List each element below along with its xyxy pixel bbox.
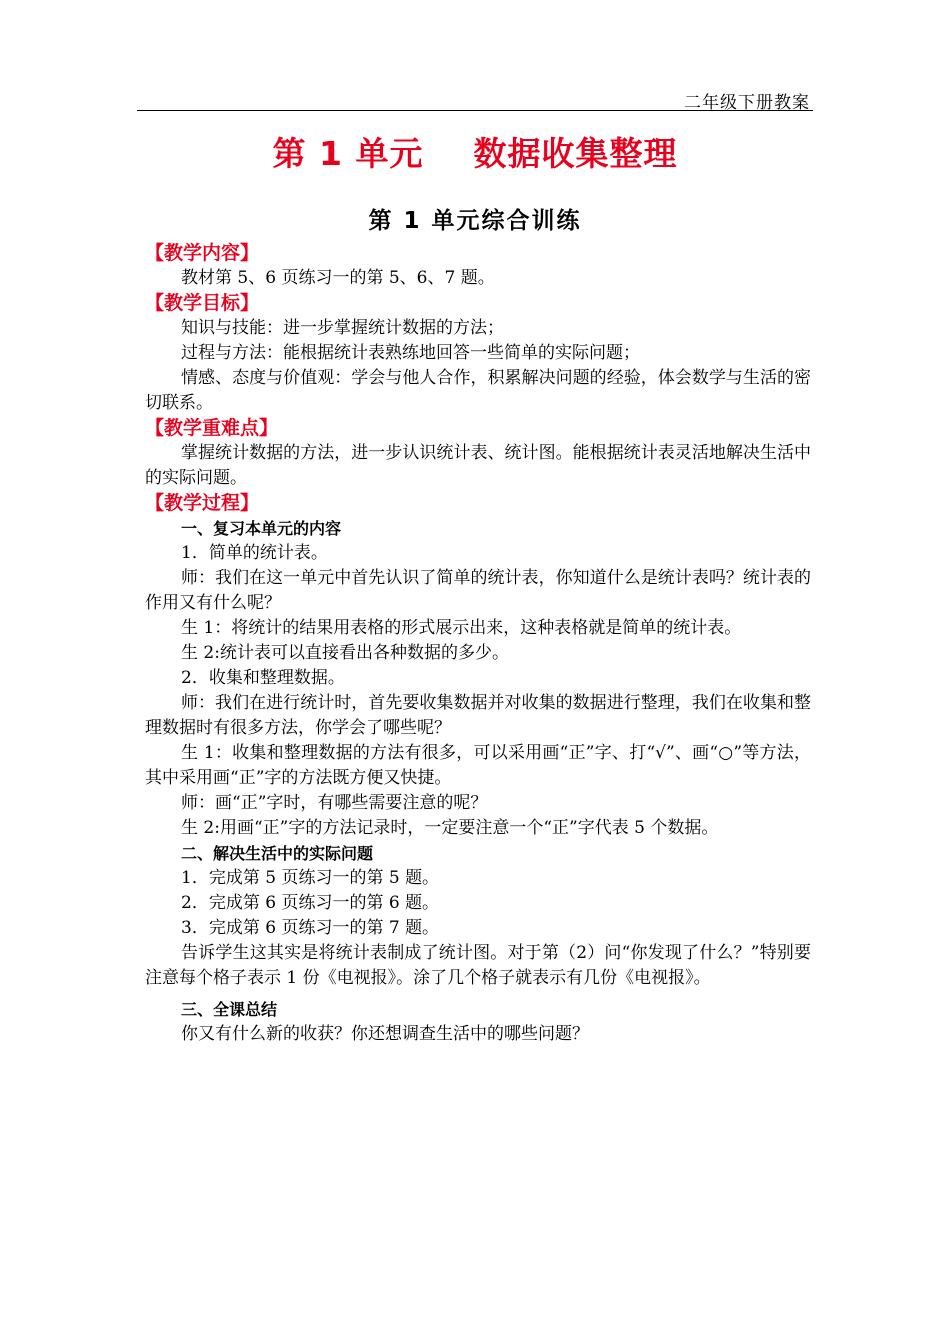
paragraph: 生 2:用画“正”字的方法记录时，一定要注意一个“正”字代表 5 个数据。 [181,818,719,838]
header-divider [137,110,813,111]
paragraph: 过程与方法：能根据统计表熟练地回答一些简单的实际问题； [181,343,640,363]
paragraph: 知识与技能：进一步掌握统计数据的方法； [181,318,504,338]
section-heading-key-points: 【教学重难点】 [145,417,279,439]
paragraph: 3．完成第 6 页练习一的第 7 题。 [181,918,440,938]
paragraph: 生 2:统计表可以直接看出各种数据的多少。 [181,643,509,663]
document-body [145,241,811,1047]
section-heading-process: 【教学过程】 [145,492,260,514]
paragraph: 1．简单的统计表。 [181,543,328,563]
unit-title: 第 1 单元 数据收集整理 [272,134,678,173]
paragraph: 你又有什么新的收获？你还想调查生活中的哪些问题？ [181,1024,589,1044]
subsection-heading-practice: 二、解决生活中的实际问题 [181,844,374,863]
paragraph: 2．完成第 6 页练习一的第 6 题。 [181,893,440,913]
subsection-heading-summary: 三、全课总结 [181,1000,278,1019]
paragraph: 告诉学生这其实是将统计表制成了统计图。对于第（2）问“你发现了什么？”特别要注意每个格子表示 1 份《电视报》。涂了几个格子就表示有几份《电视报》。 [145,943,811,988]
paragraph: 生 1：将统计的结果用表格的形式展示出来，这种表格就是简单的统计表。 [181,618,742,638]
paragraph: 2．收集和整理数据。 [181,668,345,688]
section-heading-goals: 【教学目标】 [145,292,260,314]
page-header: 二年级下册教案 [684,93,810,113]
paragraph: 师：我们在这一单元中首先认识了简单的统计表，你知道什么是统计表吗？统计表的作用又有什么呢？ [145,568,811,613]
lesson-title: 第 1 单元综合训练 [368,208,582,234]
paragraph: 师：画“正”字时，有哪些需要注意的呢？ [181,793,488,813]
paragraph: 教材第 5、6 页练习一的第 5、6、7 题。 [181,268,495,288]
paragraph: 生 1：收集和整理数据的方法有很多，可以采用画“正”字、打“√”、画“○”等方法，其中采用画“正”字的方法既方便又快捷。 [145,743,811,788]
paragraph: 掌握统计数据的方法，进一步认识统计表、统计图。能根据统计表灵活地解决生活中的实际问题。 [145,443,811,488]
paragraph: 1．完成第 5 页练习一的第 5 题。 [181,868,440,888]
paragraph: 师：我们在进行统计时，首先要收集数据并对收集的数据进行整理，我们在收集和整理数据时有很多方法，你学会了哪些呢？ [145,693,811,738]
subsection-heading-review: 一、复习本单元的内容 [181,519,342,538]
section-heading-content: 【教学内容】 [145,242,260,264]
paragraph: 情感、态度与价值观：学会与他人合作，积累解决问题的经验，体会数学与生活的密切联系。 [145,368,811,413]
